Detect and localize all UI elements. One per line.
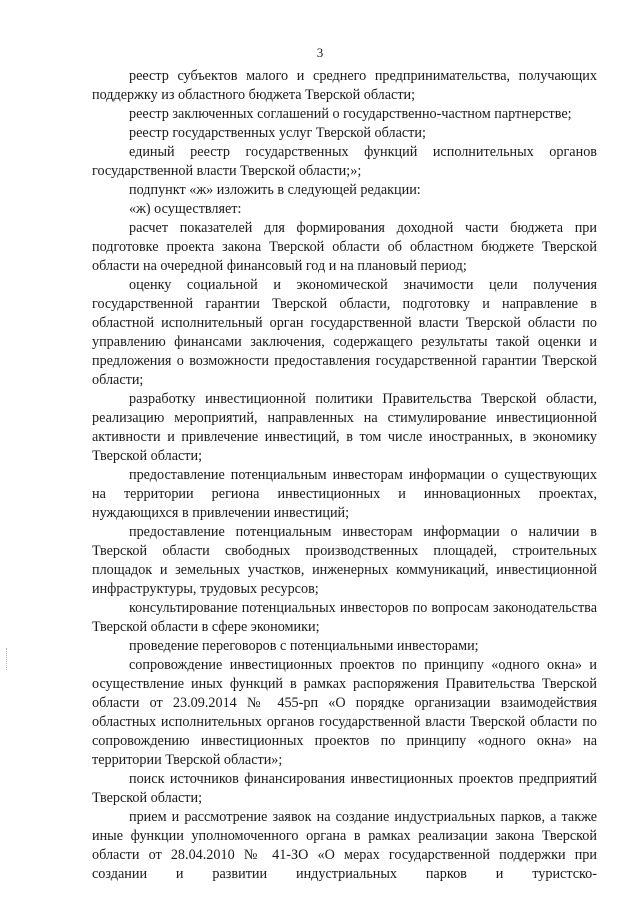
document-body [92,67,597,884]
paragraph: предоставление потенциальным инвесторам информации о наличии в Тверской области свободных производственных площадей, строительных площадок и земельных участков, инженерных коммуникаций, инвестиционной инфраструктуры, трудовых ресурсов; [92,524,597,597]
paragraph: консультирование потенциальных инвесторов по вопросам законодательства Тверской области в сфере экономики; [92,600,597,635]
paragraph: сопровождение инвестиционных проектов по принципу «одного окна» и осуществление иных функций в рамках распоряжения Правительства Тверской области от 23.09.2014 № 455-рп «О порядке организации взаимодействия областных исполнительных органов государственной власти Тверской области по сопровождению инвестиционных проектов по принципу «одного окна» на территории Тверской области»; [92,657,597,768]
paragraph: предоставление потенциальным инвесторам информации о существующих на территории региона инвестиционных и инновационных проектах, нуждающихся в привлечении инвестиций; [92,467,597,521]
paragraph: оценку социальной и экономической значимости цели получения государственной гарантии Тверской области, подготовку и направление в областной исполнительный орган государственной власти Тверской области по управлению финансами заключения, содержащего результаты такой оценки и предложения о возможности предоставления государственной гарантии Тверской области; [92,277,597,388]
paragraph: единый реестр государственных функций исполнительных органов государственной власти Тверской области;»; [92,144,597,179]
margin-mark [6,648,8,670]
paragraph: прием и рассмотрение заявок на создание индустриальных парков, а также иные функции уполномоченного органа в рамках реализации закона Тверской области от 28.04.2010 № 41-ЗО «О мерах государственной поддержки при создании и развитии индустриальных парков и туристско- [92,809,597,882]
paragraph: «ж) осуществляет: [129,201,242,217]
paragraph: реестр субъектов малого и среднего предпринимательства, получающих поддержку из областного бюджета Тверской области; [92,68,597,103]
paragraph: разработку инвестиционной политики Правительства Тверской области, реализацию мероприятий, направленных на стимулирование инвестиционной активности и привлечение инвестиций, в том числе иностранных, в экономику Тверской области; [92,391,597,464]
paragraph: реестр государственных услуг Тверской области; [129,125,426,141]
paragraph: реестр заключенных соглашений о государственно-частном партнерстве; [129,106,572,122]
paragraph: подпункт «ж» изложить в следующей редакции: [129,182,421,198]
page-number: 3 [316,45,324,60]
paragraph: поиск источников финансирования инвестиционных проектов предприятий Тверской области; [92,771,597,806]
paragraph: расчет показателей для формирования доходной части бюджета при подготовке проекта закона Тверской области об областном бюджете Тверской области на очередной финансовый год и на плановый период; [92,220,597,274]
paragraph: проведение переговоров с потенциальными инвесторами; [129,638,479,654]
